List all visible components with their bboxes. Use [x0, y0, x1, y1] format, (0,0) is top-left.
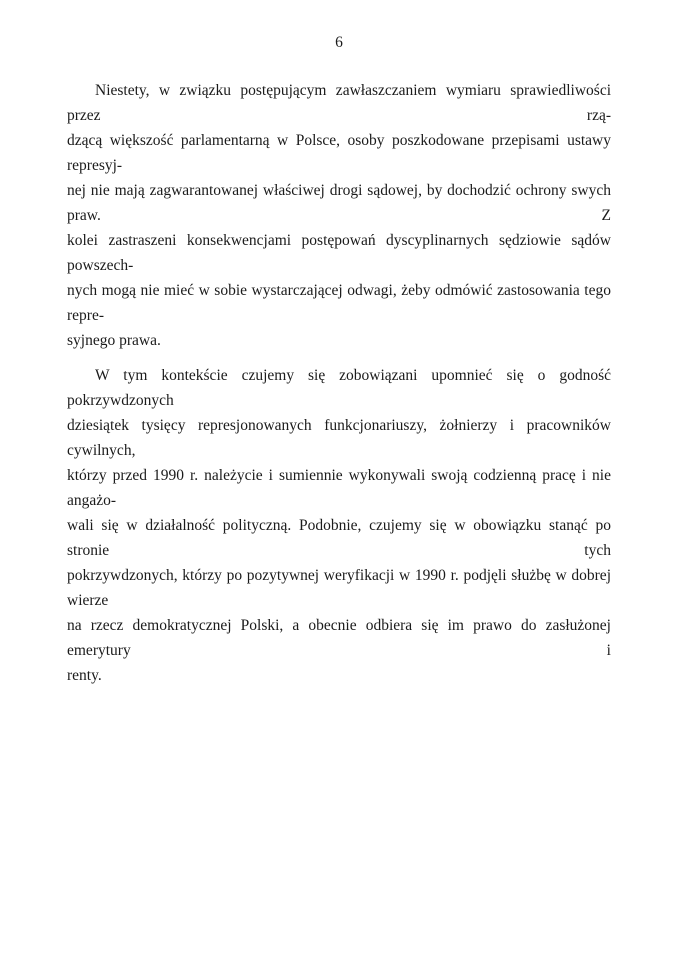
text-line: Niestety, w związku postępującym zawłaszczaniem wymiaru sprawiedliwości przez rzą- [67, 82, 611, 124]
text-line: którzy przed 1990 r. należycie i sumiennie wykonywali swoją codzienną pracę i nie angażo- [67, 467, 611, 509]
text-line: W tym kontekście czujemy się zobowiązani upomnieć się o godność pokrzywdzonych [67, 367, 611, 409]
text-line: renty. [67, 667, 102, 684]
text-line: syjnego prawa. [67, 332, 161, 349]
page-content [67, 78, 611, 698]
paragraph [67, 363, 611, 688]
page-number: 6 [335, 34, 343, 51]
text-line: kolei zastraszeni konsekwencjami postępowań dyscyplinarnych sędziowie sądów powszech- [67, 232, 611, 274]
text-line: dziesiątek tysięcy represjonowanych funkcjonariuszy, żołnierzy i pracowników cywilnych, [67, 417, 611, 459]
text-line: wali się w działalność polityczną. Podobnie, czujemy się w obowiązku stanąć po stronie tych [67, 517, 611, 559]
text-line: pokrzywdzonych, którzy po pozytywnej weryfikacji w 1990 r. podjęli służbę w dobrej wierze [67, 567, 611, 609]
text-line: nych mogą nie mieć w sobie wystarczającej odwagi, żeby odmówić zastosowania tego repre- [67, 282, 611, 324]
text-line: nej nie mają zagwarantowanej właściwej drogi sądowej, by dochodzić ochrony swych praw. Z [67, 182, 611, 224]
text-line: dzącą większość parlamentarną w Polsce, osoby poszkodowane przepisami ustawy represyj- [67, 132, 611, 174]
text-line: na rzecz demokratycznej Polski, a obecnie odbiera się im prawo do zasłużonej emerytury i [67, 617, 611, 659]
paragraph [67, 78, 611, 353]
